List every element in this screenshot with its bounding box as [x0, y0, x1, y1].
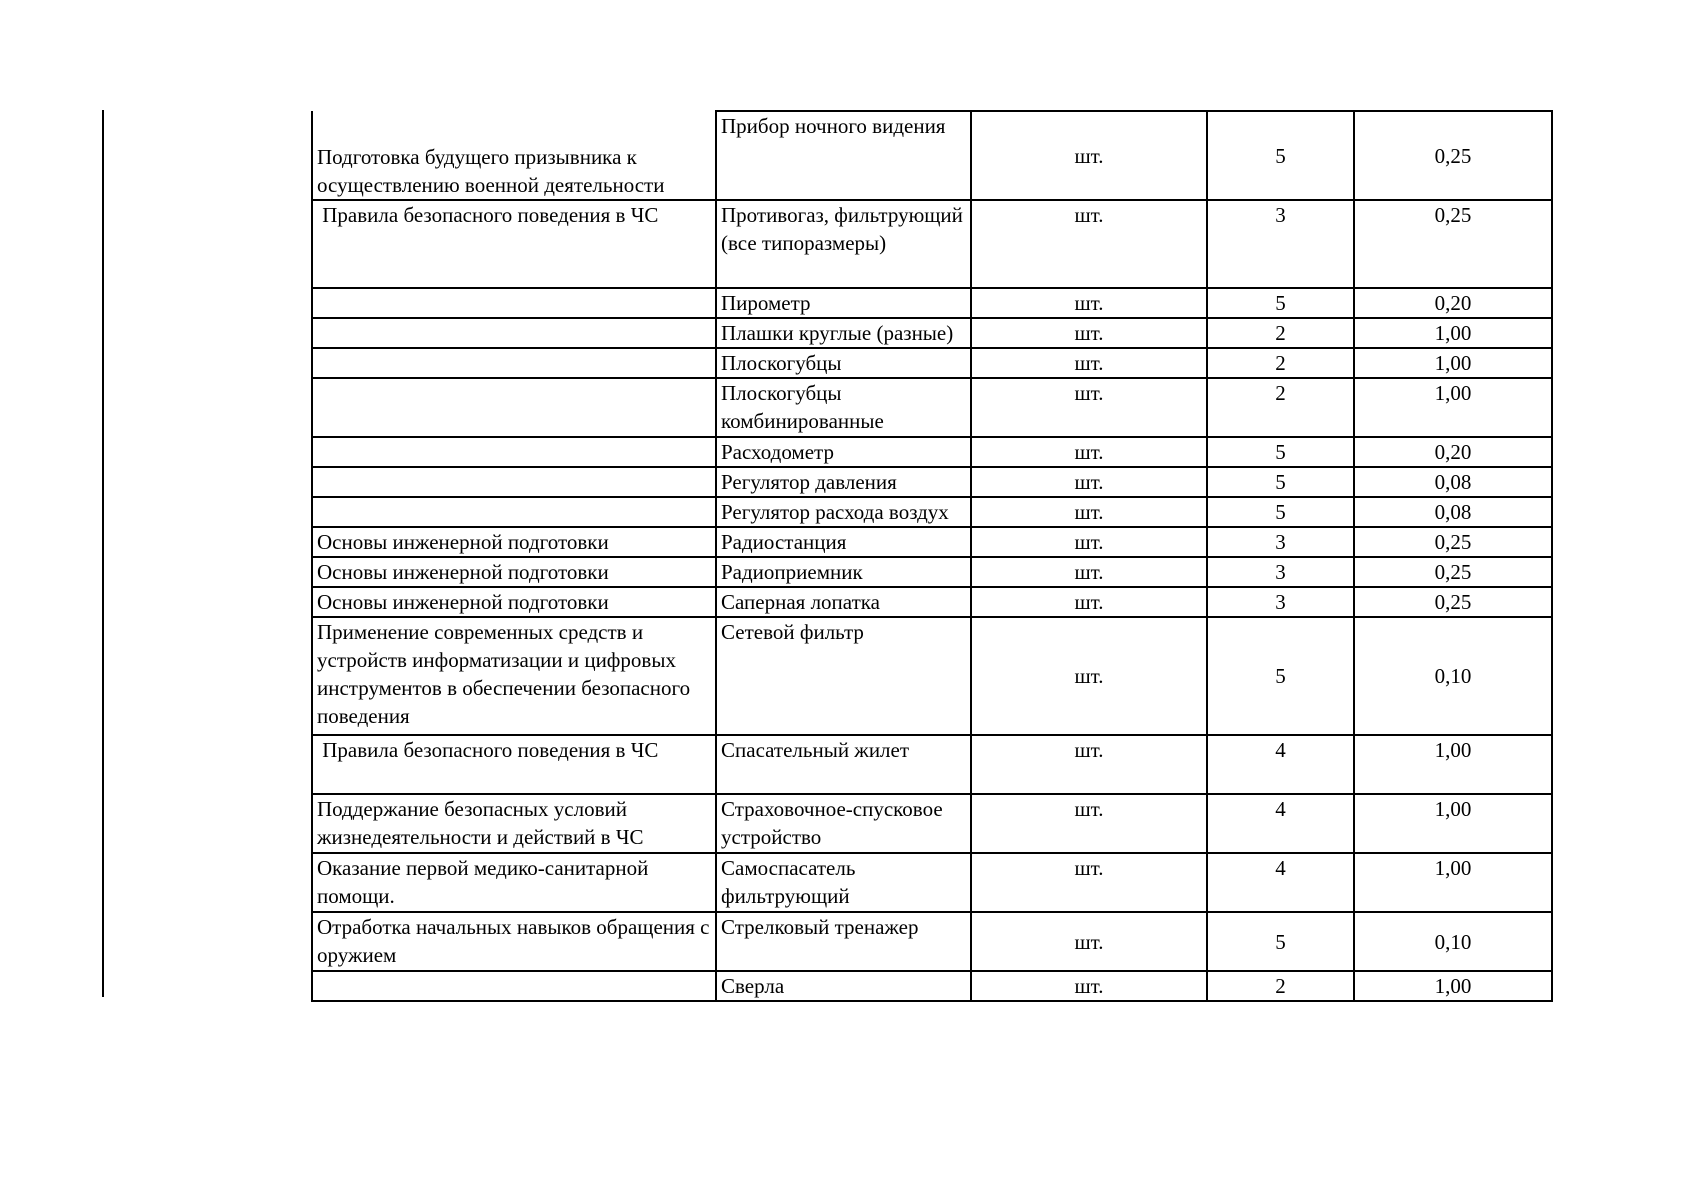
topic-cell: Основы инженерной подготовки [312, 587, 716, 617]
unit-cell: шт. [971, 318, 1207, 348]
rate-cell: 1,00 [1354, 735, 1552, 794]
unit-cell: шт. [971, 111, 1207, 200]
unit-cell: шт. [971, 467, 1207, 497]
topic-cell: Подготовка будущего призывника к осуществлению военной деятельности [312, 111, 716, 200]
topic-cell [312, 971, 716, 1001]
unit-cell: шт. [971, 348, 1207, 378]
rate-cell: 1,00 [1354, 318, 1552, 348]
unit-cell: шт. [971, 557, 1207, 587]
quantity-cell: 5 [1207, 437, 1354, 467]
unit-cell: шт. [971, 288, 1207, 318]
quantity-cell: 4 [1207, 853, 1354, 912]
quantity-cell: 2 [1207, 348, 1354, 378]
topic-cell: Применение современных средств и устройств информатизации и цифровых инструментов в обеспечении безопасного поведения [312, 617, 716, 735]
unit-cell: шт. [971, 971, 1207, 1001]
item-cell: Пирометр [716, 288, 971, 318]
quantity-cell: 5 [1207, 912, 1354, 971]
topic-cell: Правила безопасного поведения в ЧС [312, 200, 716, 288]
rate-cell: 0,08 [1354, 497, 1552, 527]
unit-cell: шт. [971, 617, 1207, 735]
item-cell: Стрелковый тренажер [716, 912, 971, 971]
unit-cell: шт. [971, 437, 1207, 467]
quantity-cell: 2 [1207, 971, 1354, 1001]
quantity-cell: 3 [1207, 200, 1354, 288]
topic-cell [312, 467, 716, 497]
quantity-cell: 5 [1207, 111, 1354, 200]
table-row [312, 467, 1552, 497]
topic-cell [312, 288, 716, 318]
rate-cell: 0,10 [1354, 912, 1552, 971]
quantity-cell: 4 [1207, 735, 1354, 794]
table-row [312, 617, 1552, 735]
table-row [312, 527, 1552, 557]
item-cell: Сверла [716, 971, 971, 1001]
item-cell: Плашки круглые (разные) [716, 318, 971, 348]
table-row [312, 348, 1552, 378]
item-cell: Регулятор расхода воздух [716, 497, 971, 527]
unit-cell: шт. [971, 735, 1207, 794]
topic-cell: Основы инженерной подготовки [312, 527, 716, 557]
topic-cell: Поддержание безопасных условий жизнедеятельности и действий в ЧС [312, 794, 716, 853]
topic-cell: Оказание первой медико-санитарной помощи. [312, 853, 716, 912]
unit-cell: шт. [971, 200, 1207, 288]
table-row [312, 318, 1552, 348]
table-row [312, 853, 1552, 912]
topic-cell [312, 497, 716, 527]
quantity-cell: 3 [1207, 527, 1354, 557]
rate-cell: 1,00 [1354, 971, 1552, 1001]
item-cell: Страховочное-спусковое устройство [716, 794, 971, 853]
rate-cell: 0,25 [1354, 111, 1552, 200]
table-row [312, 971, 1552, 1001]
rate-cell: 0,08 [1354, 467, 1552, 497]
topic-cell [312, 437, 716, 467]
topic-cell [312, 378, 716, 437]
rate-cell: 1,00 [1354, 378, 1552, 437]
item-cell: Прибор ночного видения [716, 111, 971, 200]
item-cell: Противогаз, фильтрующий (все типоразмеры) [716, 200, 971, 288]
topic-cell [312, 348, 716, 378]
unit-cell: шт. [971, 527, 1207, 557]
table-row [312, 288, 1552, 318]
table-row [312, 557, 1552, 587]
quantity-cell: 3 [1207, 587, 1354, 617]
item-cell: Плоскогубцы [716, 348, 971, 378]
unit-cell: шт. [971, 497, 1207, 527]
quantity-cell: 5 [1207, 497, 1354, 527]
quantity-cell: 5 [1207, 467, 1354, 497]
quantity-cell: 5 [1207, 617, 1354, 735]
table-row [312, 437, 1552, 467]
topic-cell [312, 318, 716, 348]
topic-cell: Основы инженерной подготовки [312, 557, 716, 587]
item-cell: Сетевой фильтр [716, 617, 971, 735]
table-row [312, 200, 1552, 288]
item-cell: Радиостанция [716, 527, 971, 557]
table-row [312, 111, 1552, 200]
item-cell: Плоскогубцы комбинированные [716, 378, 971, 437]
item-cell: Регулятор давления [716, 467, 971, 497]
rate-cell: 0,25 [1354, 557, 1552, 587]
quantity-cell: 3 [1207, 557, 1354, 587]
unit-cell: шт. [971, 587, 1207, 617]
item-cell: Расходометр [716, 437, 971, 467]
rate-cell: 1,00 [1354, 853, 1552, 912]
page-margin-rule [102, 110, 104, 997]
unit-cell: шт. [971, 378, 1207, 437]
table-row [312, 378, 1552, 437]
rate-cell: 0,25 [1354, 200, 1552, 288]
quantity-cell: 5 [1207, 288, 1354, 318]
item-cell: Радиоприемник [716, 557, 971, 587]
unit-cell: шт. [971, 912, 1207, 971]
rate-cell: 1,00 [1354, 348, 1552, 378]
rate-cell: 0,25 [1354, 527, 1552, 557]
topic-cell: Отработка начальных навыков обращения с оружием [312, 912, 716, 971]
unit-cell: шт. [971, 794, 1207, 853]
unit-cell: шт. [971, 853, 1207, 912]
equipment-table [311, 110, 1553, 1002]
rate-cell: 0,10 [1354, 617, 1552, 735]
item-cell: Спасательный жилет [716, 735, 971, 794]
rate-cell: 1,00 [1354, 794, 1552, 853]
rate-cell: 0,20 [1354, 288, 1552, 318]
topic-cell: Правила безопасного поведения в ЧС [312, 735, 716, 794]
item-cell: Самоспасатель фильтрующий [716, 853, 971, 912]
table-row [312, 912, 1552, 971]
table-row [312, 497, 1552, 527]
item-cell: Саперная лопатка [716, 587, 971, 617]
table-row [312, 794, 1552, 853]
quantity-cell: 2 [1207, 318, 1354, 348]
table-row [312, 735, 1552, 794]
quantity-cell: 2 [1207, 378, 1354, 437]
rate-cell: 0,20 [1354, 437, 1552, 467]
table-row [312, 587, 1552, 617]
rate-cell: 0,25 [1354, 587, 1552, 617]
quantity-cell: 4 [1207, 794, 1354, 853]
